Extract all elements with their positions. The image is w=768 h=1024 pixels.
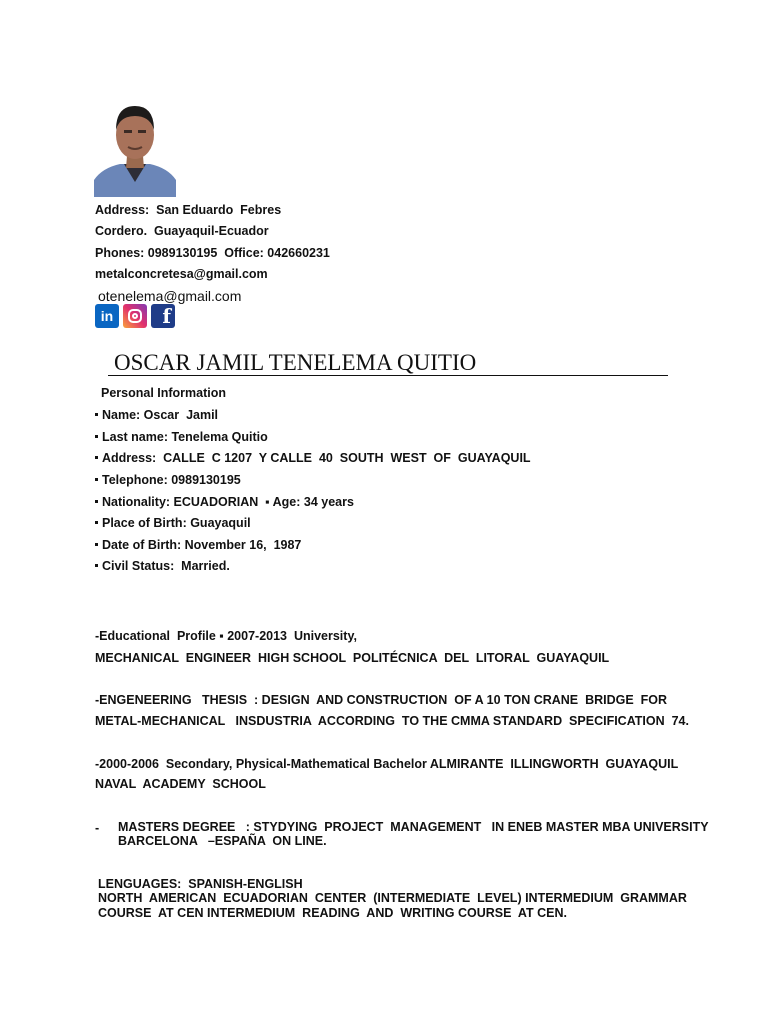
email-primary[interactable]: metalconcretesa@gmail.com <box>95 267 268 281</box>
personal-item-address: Address: CALLE C 1207 Y CALLE 40 SOUTH WEST OF GUAYAQUIL <box>95 451 531 465</box>
education-university: MECHANICAL ENGINEER HIGH SCHOOL POLITÉCNICA DEL LITORAL GUAYAQUIL <box>95 651 610 665</box>
phones: Phones: 0989130195 Office: 042660231 <box>95 246 330 260</box>
masters-line-2: BARCELONA –ESPAÑA ON LINE. <box>118 834 327 848</box>
title-underline <box>108 375 668 376</box>
masters-line-1: MASTERS DEGREE : STYDYING PROJECT MANAGEMENT IN ENEB MASTER MBA UNIVERSITY <box>118 820 709 834</box>
address-line-1: Address: San Eduardo Febres <box>95 203 282 217</box>
profile-photo <box>94 100 176 197</box>
instagram-icon[interactable] <box>123 304 147 328</box>
personal-item-name: Name: Oscar Jamil <box>95 408 218 422</box>
person-portrait-icon <box>94 100 176 197</box>
thesis-line-2: METAL-MECHANICAL INSDUSTRIA ACCORDING TO THE CMMA STANDARD SPECIFICATION 74. <box>95 714 689 728</box>
email-secondary[interactable]: otenelema@gmail.com <box>98 288 242 304</box>
masters-dash: - <box>95 821 100 835</box>
social-icons <box>95 304 175 328</box>
personal-info-heading: Personal Information <box>101 386 227 400</box>
personal-item-nationality: Nationality: ECUADORIAN ▪ Age: 34 years <box>95 495 354 509</box>
linkedin-icon[interactable]: in <box>95 304 119 328</box>
secondary-line-1: -2000-2006 Secondary, Physical-Mathematical Bachelor ALMIRANTE ILLINGWORTH GUAYAQUIL <box>95 757 679 771</box>
thesis-line-1: -ENGENEERING THESIS : DESIGN AND CONSTRUCTION OF A 10 TON CRANE BRIDGE FOR <box>95 693 668 707</box>
secondary-line-2: NAVAL ACADEMY SCHOOL <box>95 777 266 791</box>
languages-line-2: COURSE AT CEN INTERMEDIUM READING AND WRITING COURSE AT CEN. <box>98 906 567 920</box>
languages-heading: LENGUAGES: SPANISH-ENGLISH <box>98 877 303 891</box>
personal-item-date-of-birth: Date of Birth: November 16, 1987 <box>95 538 301 552</box>
address-line-2: Cordero. Guayaquil-Ecuador <box>95 224 269 238</box>
page-title: OSCAR JAMIL TENELEMA QUITIO <box>114 350 477 375</box>
personal-item-last-name: Last name: Tenelema Quitio <box>95 430 268 444</box>
personal-item-place-of-birth: Place of Birth: Guayaquil <box>95 516 251 530</box>
personal-item-civil-status: Civil Status: Married. <box>95 559 230 573</box>
education-profile: -Educational Profile ▪ 2007-2013 University, <box>95 629 357 643</box>
personal-item-telephone: Telephone: 0989130195 <box>95 473 241 487</box>
languages-line-1: NORTH AMERICAN ECUADORIAN CENTER (INTERMEDIATE LEVEL) INTERMEDIUM GRAMMAR <box>98 891 687 905</box>
facebook-icon[interactable]: f <box>151 304 175 328</box>
